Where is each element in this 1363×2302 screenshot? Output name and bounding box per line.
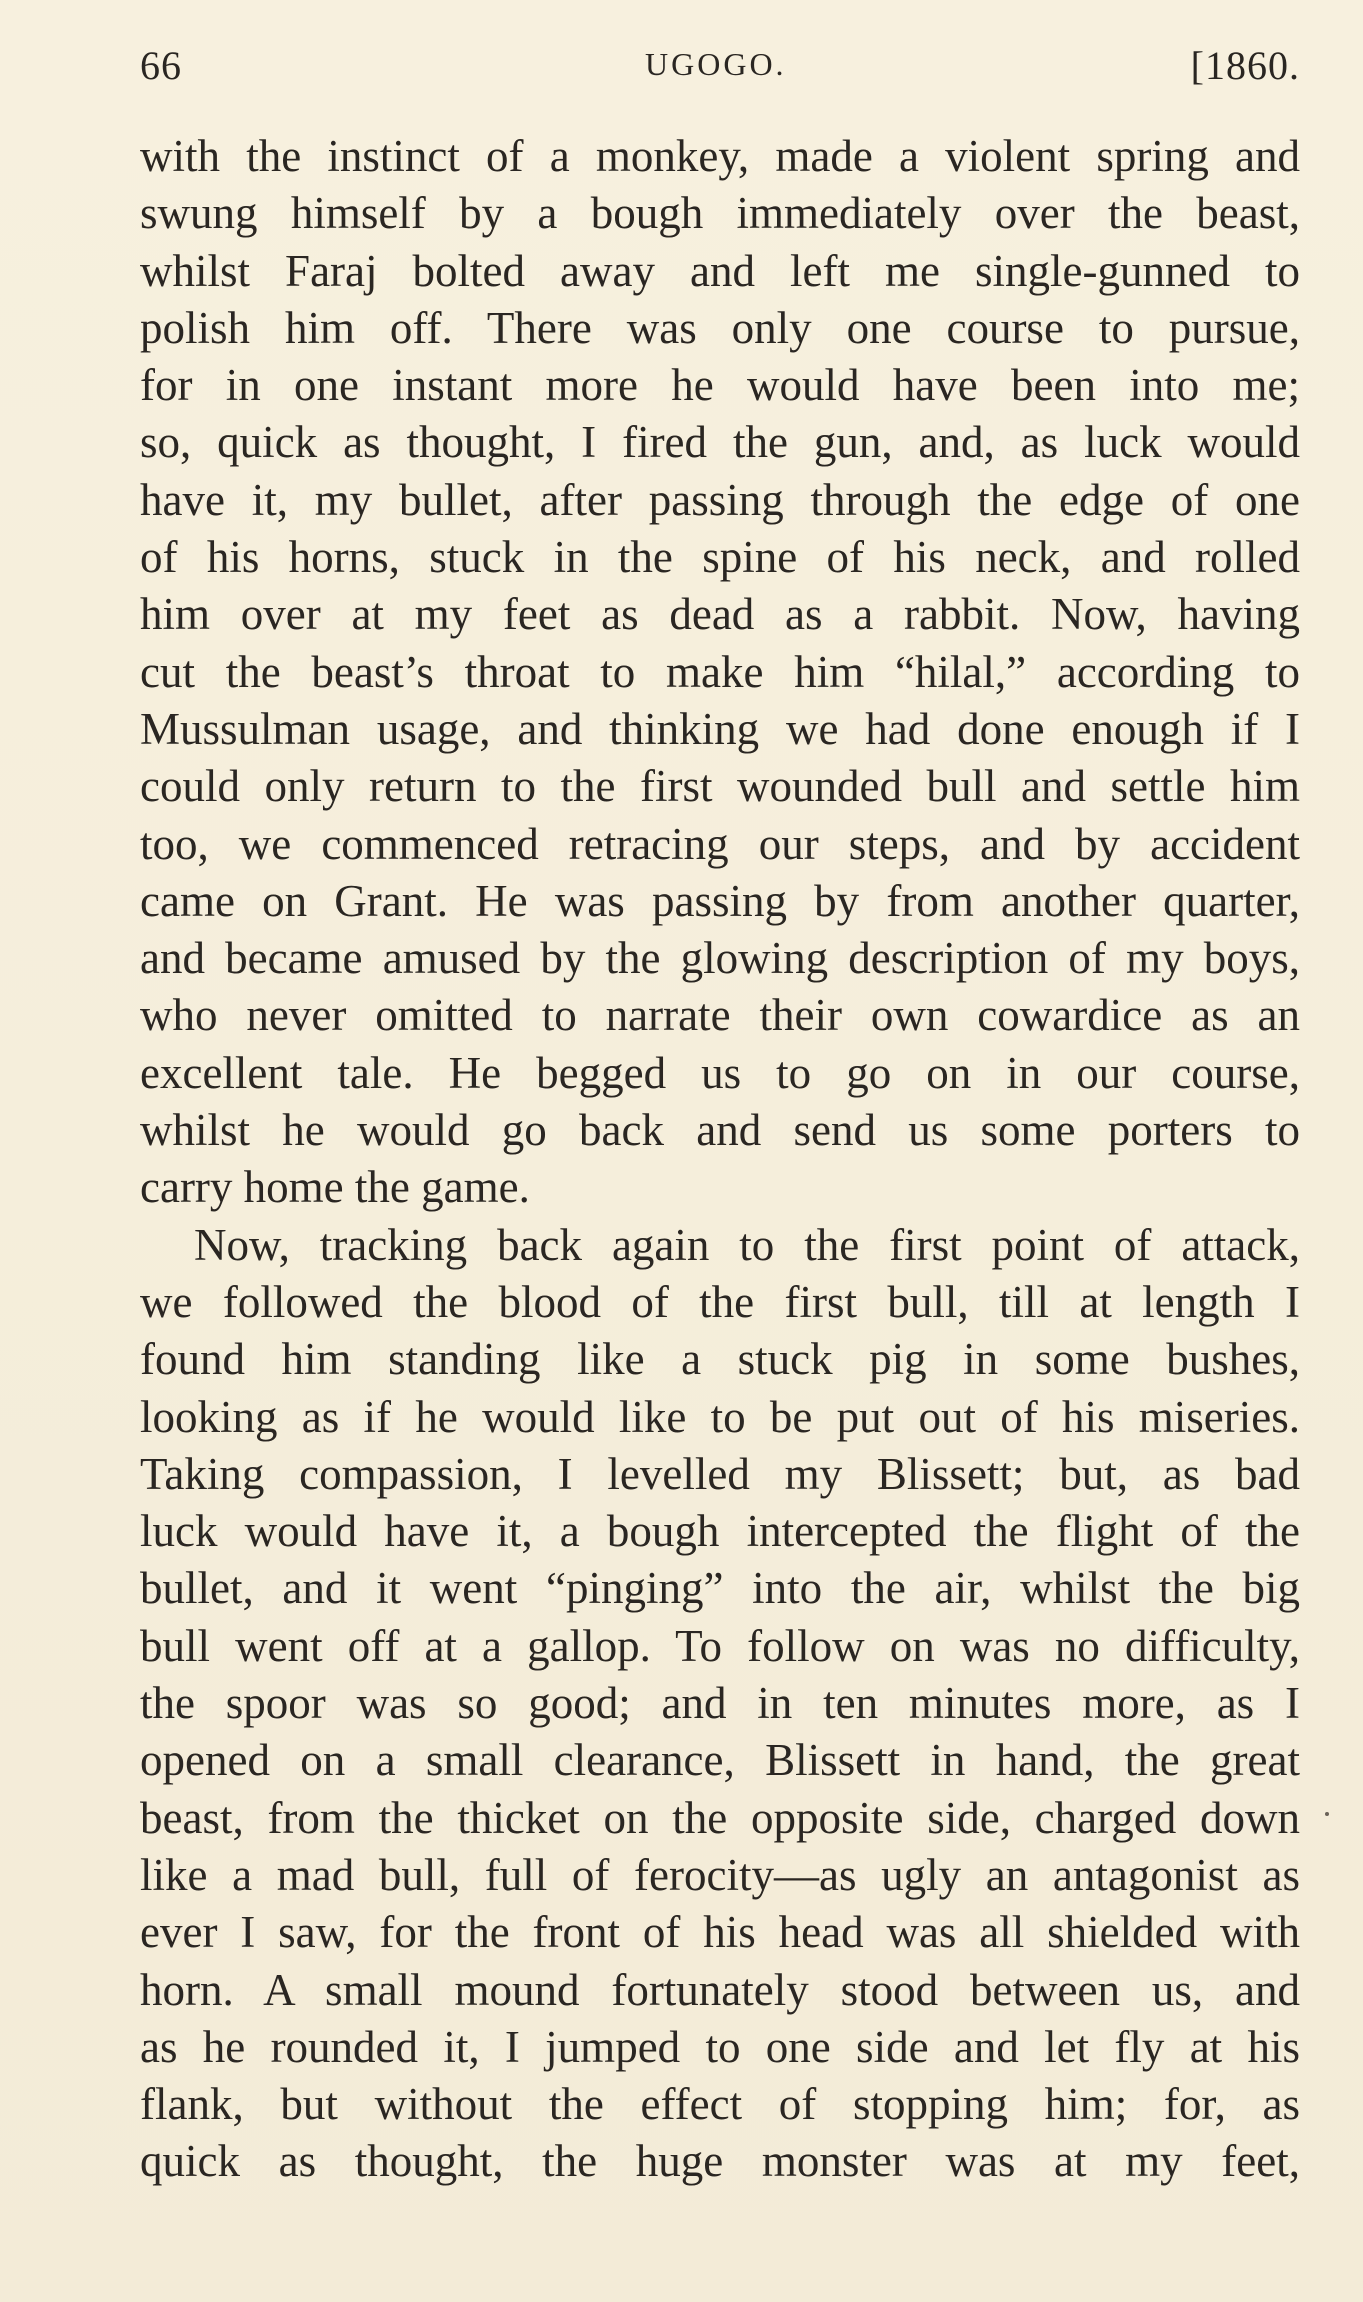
text-line: came on Grant. He was passing by from another quarter, bbox=[140, 875, 1300, 926]
text-line: bull went off at a gallop. To follow on was no difficulty, bbox=[140, 1620, 1300, 1671]
text-line: of his horns, stuck in the spine of his neck, and rolled bbox=[140, 532, 1300, 583]
text-line: flank, but without the effect of stopping him; for, as bbox=[140, 2079, 1300, 2130]
text-line: with the instinct of a monkey, made a violent spring and bbox=[140, 131, 1300, 181]
text-line: we followed the blood of the first bull, till at length I bbox=[140, 1276, 1300, 1327]
text-line: as he rounded it, I jumped to one side and let fly at his bbox=[140, 2021, 1300, 2072]
running-title: UGOGO. bbox=[645, 46, 787, 82]
text-line: Now, tracking back again to the first point of attack, bbox=[194, 1219, 1300, 1270]
text-line: Mussulman usage, and thinking we had done enough if I bbox=[140, 703, 1300, 754]
text-line: horn. A small mound fortunately stood between us, and bbox=[140, 1964, 1300, 2015]
text-line: the spoor was so good; and in ten minutes more, as I bbox=[140, 1678, 1300, 1729]
text-line: him over at my feet as dead as a rabbit. Now, having bbox=[140, 589, 1300, 640]
text-line: and became amused by the glowing description of my boys, bbox=[140, 933, 1300, 984]
text-line: for in one instant more he would have been into me; bbox=[140, 360, 1300, 411]
body-text bbox=[140, 128, 1300, 2191]
text-line: quick as thought, the huge monster was at my feet, bbox=[140, 2136, 1300, 2187]
text-line: have it, my bullet, after passing through the edge of one bbox=[140, 474, 1300, 525]
page-header bbox=[140, 42, 1300, 102]
text-line: beast, from the thicket on the opposite side, charged down bbox=[140, 1792, 1300, 1843]
text-line: swung himself by a bough immediately over the beast, bbox=[140, 188, 1300, 239]
text-line: too, we commenced retracing our steps, and by accident bbox=[140, 818, 1300, 869]
text-line: polish him off. There was only one course to pursue, bbox=[140, 302, 1300, 353]
text-line: like a mad bull, full of ferocity—as ugly an antagonist as bbox=[140, 1849, 1300, 1900]
text-line: opened on a small clearance, Blissett in hand, the great bbox=[140, 1735, 1300, 1786]
text-line: ever I saw, for the front of his head was all shielded with bbox=[140, 1907, 1300, 1958]
text-line: excellent tale. He begged us to go on in our course, bbox=[140, 1047, 1300, 1098]
text-line: looking as if he would like to be put out of his miseries. bbox=[140, 1391, 1300, 1442]
margin-mark bbox=[1325, 1812, 1329, 1816]
page-number: 66 bbox=[140, 43, 182, 88]
text-line: Taking compassion, I levelled my Blissett; but, as bad bbox=[140, 1448, 1300, 1499]
text-line: who never omitted to narrate their own cowardice as an bbox=[140, 990, 1300, 1041]
text-line: so, quick as thought, I fired the gun, and, as luck would bbox=[140, 417, 1300, 468]
text-line: could only return to the first wounded bull and settle him bbox=[140, 761, 1300, 812]
text-line: whilst he would go back and send us some porters to bbox=[140, 1105, 1300, 1156]
text-line: carry home the game. bbox=[140, 1162, 530, 1213]
text-line: luck would have it, a bough intercepted the flight of the bbox=[140, 1506, 1300, 1557]
text-line: whilst Faraj bolted away and left me single-gunned to bbox=[140, 245, 1300, 296]
text-line: bullet, and it went “pinging” into the air, whilst the big bbox=[140, 1563, 1300, 1614]
text-line: cut the beast’s throat to make him “hilal,” according to bbox=[140, 646, 1300, 697]
header-year: [1860. bbox=[1190, 43, 1300, 88]
text-line: found him standing like a stuck pig in some bushes, bbox=[140, 1334, 1300, 1385]
